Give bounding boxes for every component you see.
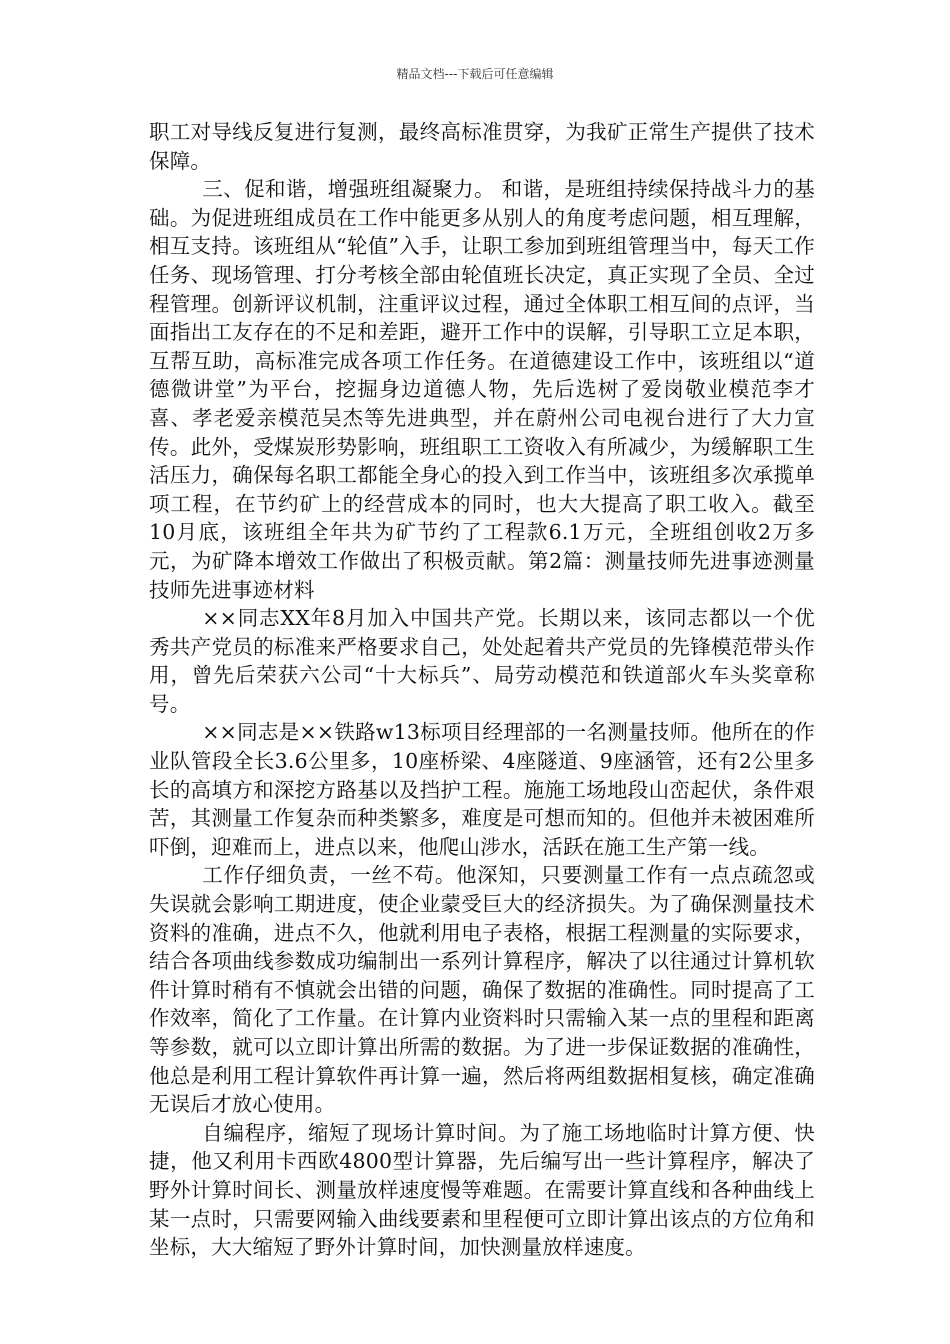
paragraph-6: 自编程序，缩短了现场计算时间。为了施工场地临时计算方便、快捷，他又利用卡西欧4800型计算器，先后编写出一些计算程序，解决了野外计算时间长、测量放样速度慢等难题。在需要计算直线和各种曲线上某一点时，只需要网输入曲线要素和里程便可立即计算出该点的方位角和坐标，大大缩短了野外计算时间，加快测量放样速度。 (149, 1120, 815, 1260)
paragraph-5: 工作仔细负责，一丝不苟。他深知，只要测量工作有一点点疏忽或失误就会影响工期进度，使企业蒙受巨大的经济损失。为了确保测量技术资料的准确，进点不久，他就利用电子表格，根据工程测量的实际要求，结合各项曲线参数成功编制出一系列计算程序，解决了以往通过计算机软件计算时稍有不慎就会出错的问题，确保了数据的准确性。同时提高了工作效率，简化了工作量。在计算内业资料时只需输入某一点的里程和距离等参数，就可以立即计算出所需的数据。为了进一步保证数据的准确性，他总是利用工程计算软件再计算一遍，然后将两组数据相复核，确定准确无误后才放心使用。 (149, 863, 815, 1117)
paragraph-1: 职工对导线反复进行复测，最终高标准贯穿，为我矿正常生产提供了技术保障。 (149, 120, 815, 173)
paragraph-3: ××同志XX年8月加入中国共产党。长期以来，该同志都以一个优秀共产党员的标准来严格要求自己，处处起着共产党员的先锋模范带头作用，曾先后荣获六公司“十大标兵”、局劳动模范和铁道部火车头奖章称号。 (149, 606, 815, 716)
page-header: 精品文档---下载后可任意编辑 (396, 67, 554, 81)
paragraph-2: 三、促和谐，增强班组凝聚力。 和谐，是班组持续保持战斗力的基础。为促进班组成员在工作中能更多从别人的角度考虑问题，相互理解，相互支持。该班组从“轮值”入手，让职工参加到班组管理当中，每天工作任务、现场管理、打分考核全部由轮值班长决定，真正实现了全员、全过程管理。创新评议机制，注重评议过程，通过全体职工相互间的点评，当面指出工友存在的不足和差距，避开工作中的误解，引导职工立足本职，互帮互助，高标准完成各项工作任务。在道德建设工作中，该班组以“道德微讲堂”为平台，挖掘身边道德人物，先后选树了爱岗敬业模范李才喜、孝老爱亲模范吴杰等先进典型，并在蔚州公司电视台进行了大力宣传。此外，受煤炭形势影响，班组职工工资收入有所减少，为缓解职工生活压力，确保每名职工都能全身心的投入到工作当中，该班组多次承揽单项工程，在节约矿上的经营成本的同时，也大大提高了职工收入。截至10月底，该班组全年共为矿节约了工程款6.1万元，全班组创收2万多元，为矿降本增效工作做出了积极贡献。第2篇：测量技师先进事迹测量技师先进事迹材料 (149, 177, 815, 602)
paragraph-4: ××同志是××铁路w13标项目经理部的一名测量技师。他所在的作业队管段全长3.6公里多，10座桥梁、4座隧道、9座涵管，还有2公里多长的高填方和深挖方路基以及挡护工程。施施工场地段山峦起伏，条件艰苦，其测量工作复杂而种类繁多，难度是可想而知的。但他并未被困难所吓倒，迎难而上，进点以来，他爬山涉水，活跃在施工生产第一线。 (149, 720, 815, 859)
document-body (149, 118, 815, 1262)
